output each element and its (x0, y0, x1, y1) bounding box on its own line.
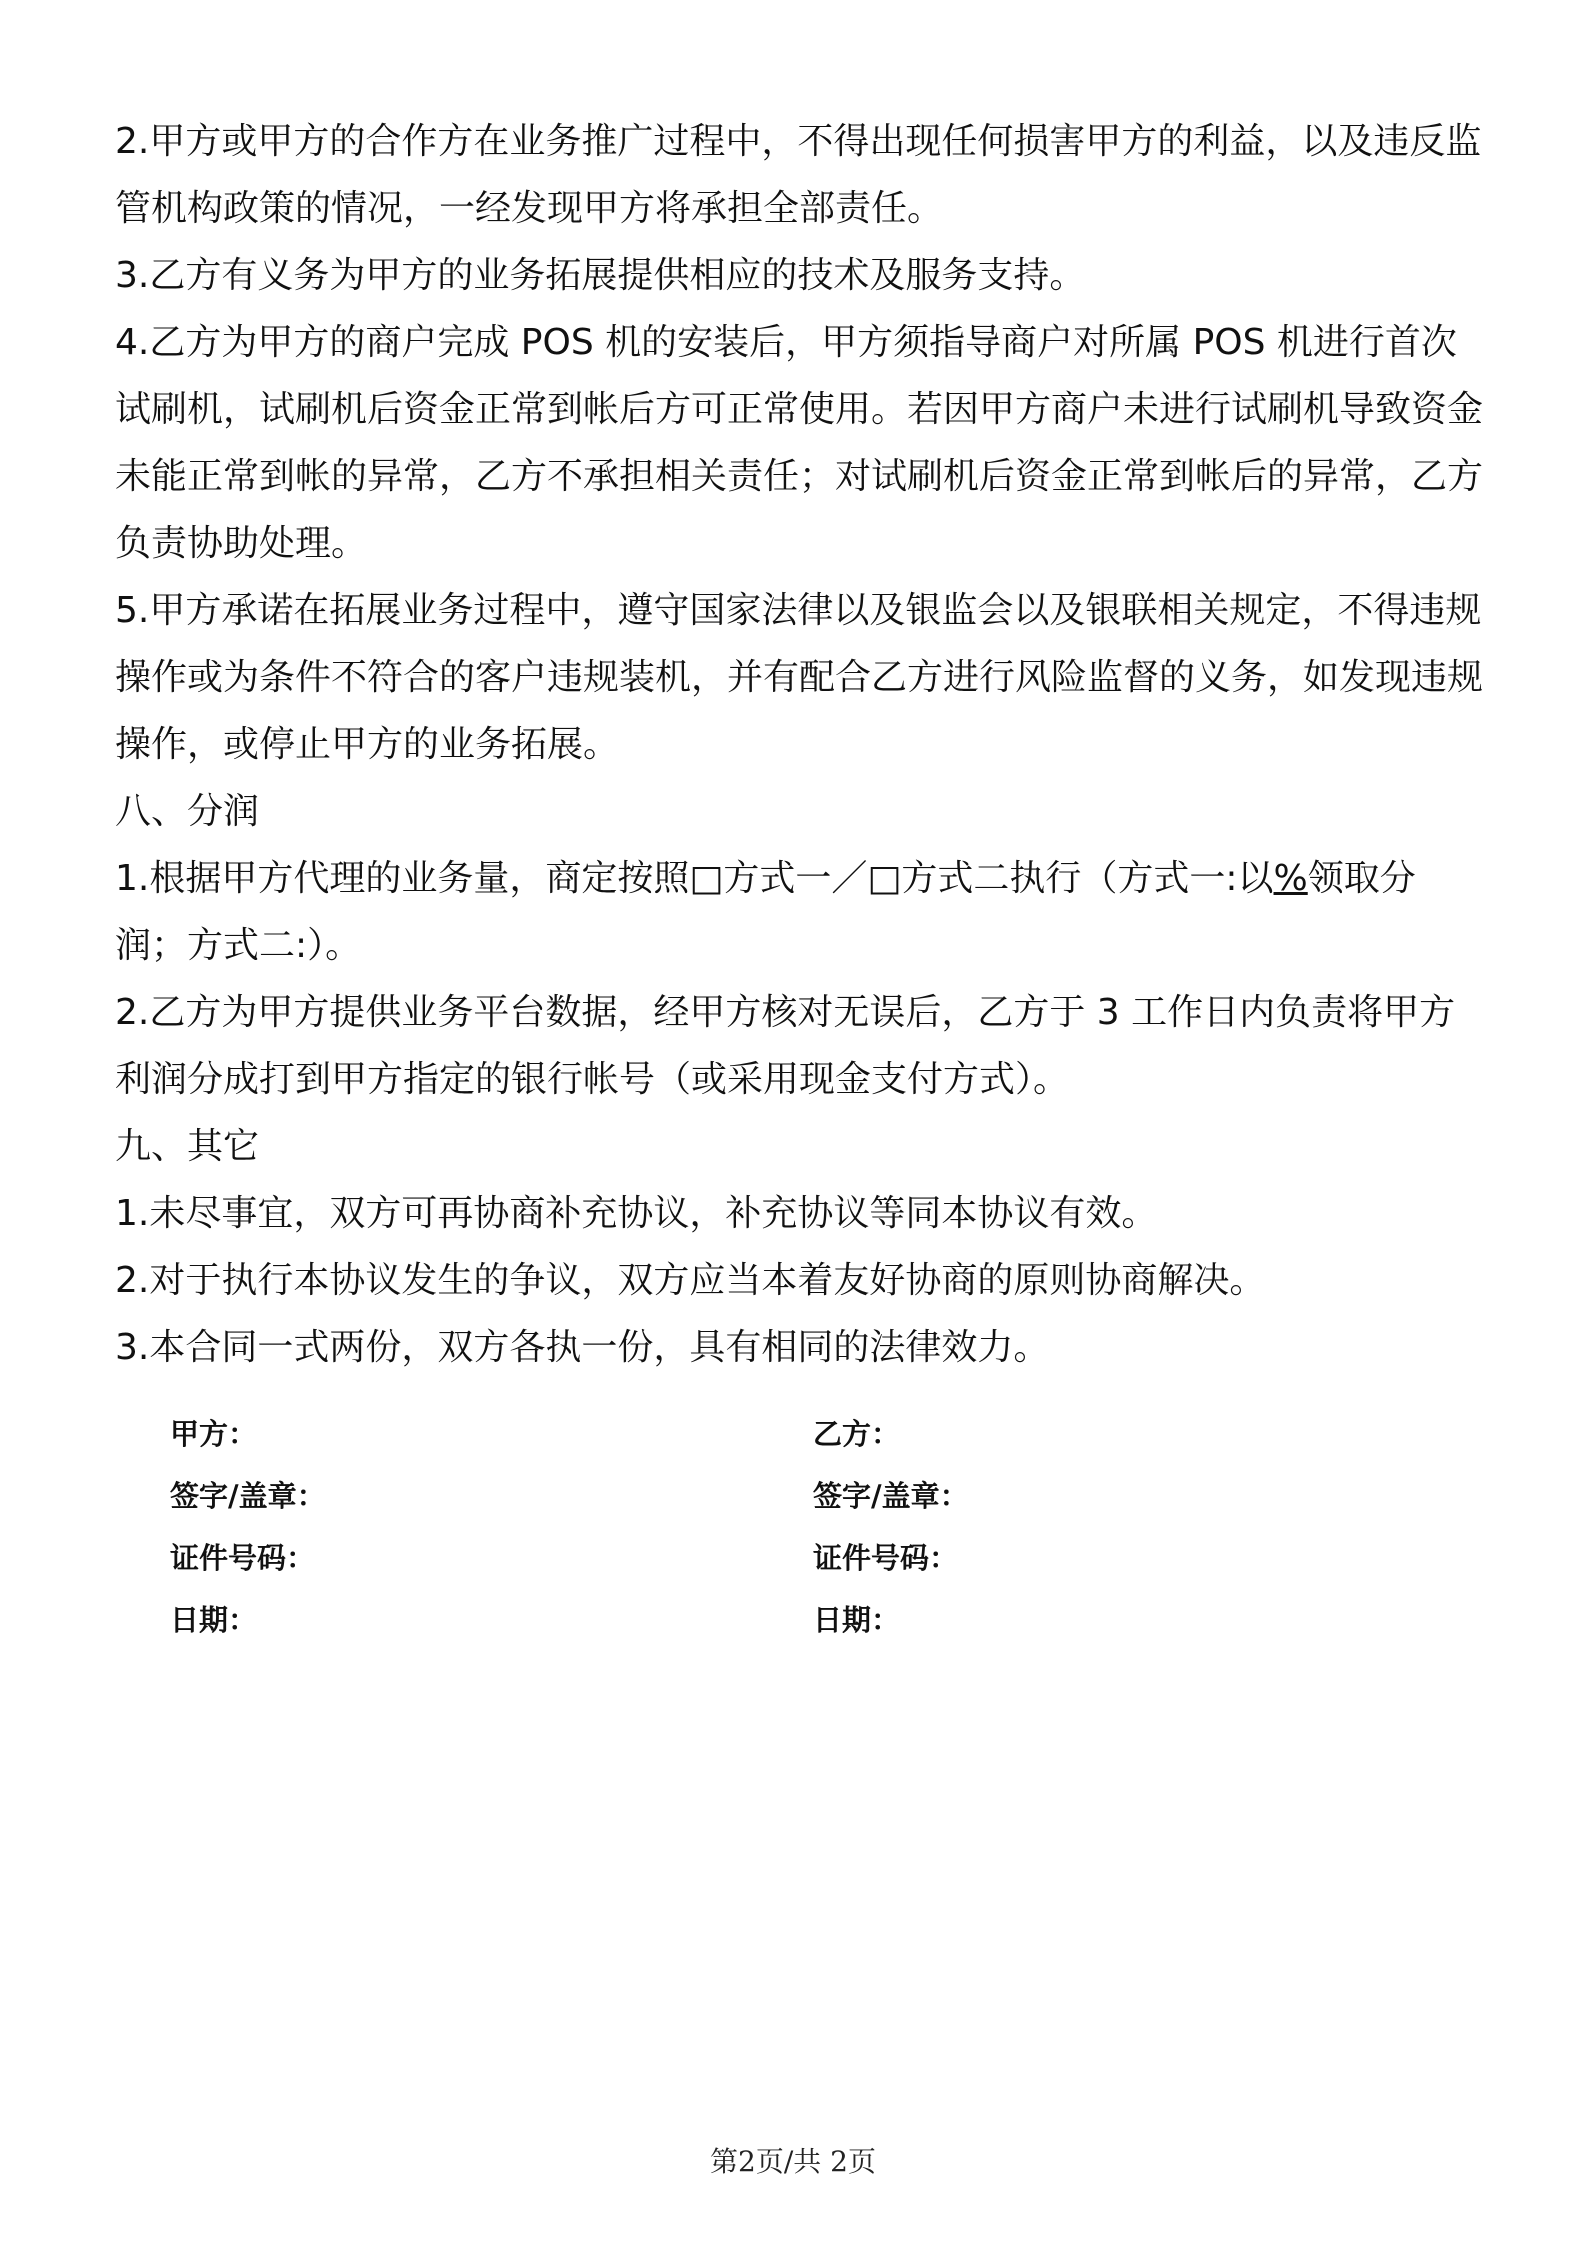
party-a-label: 甲方： (170, 1417, 258, 1451)
signature-row-sign (170, 1465, 1370, 1527)
clause-7-4: 4.乙方为甲方的商户完成 POS 机的安装后，甲方须指导商户对所属 POS 机进行首次试刷机，试刷机后资金正常到帐后方可正常使用。若因甲方商户未进行试刷机导致资金未能正常到帐的异常，乙方不承担相关责任；对试刷机后资金正常到帐后的异常，乙方负责协助处理。 (115, 322, 1484, 564)
page-number-footer: 第2页/共 2页 (710, 2145, 876, 2178)
clause-7-5: 5.甲方承诺在拓展业务过程中，遵守国家法律以及银监会以及银联相关规定，不得违规操作或为条件不符合的客户违规装机，并有配合乙方进行风险监督的义务，如发现违规操作，或停止甲方的业务拓展。 (115, 590, 1484, 765)
clause-8-1 (115, 845, 1485, 979)
section-heading-9: 九、其它 (115, 1126, 260, 1167)
profit-percent-blank: % (1273, 858, 1308, 899)
clause-8-2: 2.乙方为甲方提供业务平台数据，经甲方核对无误后，乙方于 3 工作日内负责将甲方利润分成打到甲方指定的银行帐号（或采用现金支付方式）。 (115, 992, 1456, 1100)
clause-9-1: 1.未尽事宜，双方可再协商补充协议，补充协议等同本协议有效。 (115, 1193, 1158, 1234)
party-b-id-label: 证件号码： (813, 1541, 959, 1575)
clause-9-3: 3.本合同一式两份，双方各执一份，具有相同的法律效力。 (115, 1327, 1050, 1368)
signature-row-id (170, 1527, 1370, 1589)
signature-row-party (170, 1403, 1370, 1465)
party-b-sign-label: 签字/盖章： (813, 1479, 969, 1513)
signature-block (170, 1403, 1370, 1651)
signature-row-date (170, 1589, 1370, 1651)
clause-8-1-part-b: 领取分润；方式二:）。 (115, 858, 1416, 966)
party-b-date-label: 日期： (813, 1603, 901, 1637)
party-b-label: 乙方： (813, 1417, 901, 1451)
clause-7-2: 2.甲方或甲方的合作方在业务推广过程中，不得出现任何损害甲方的利益，以及违反监管机构政策的情况，一经发现甲方将承担全部责任。 (115, 121, 1482, 229)
party-a-sign-label: 签字/盖章： (170, 1479, 326, 1513)
clause-7-3: 3.乙方有义务为甲方的业务拓展提供相应的技术及服务支持。 (115, 255, 1086, 296)
clause-8-1-part-a: 1.根据甲方代理的业务量，商定按照□方式一／□方式二执行（方式一:以 (115, 858, 1274, 899)
contract-body (115, 108, 1485, 1381)
party-a-date-label: 日期： (170, 1603, 258, 1637)
party-a-id-label: 证件号码： (170, 1541, 316, 1575)
clause-9-2: 2.对于执行本协议发生的争议，双方应当本着友好协商的原则协商解决。 (115, 1260, 1266, 1301)
section-heading-8: 八、分润 (115, 791, 260, 832)
